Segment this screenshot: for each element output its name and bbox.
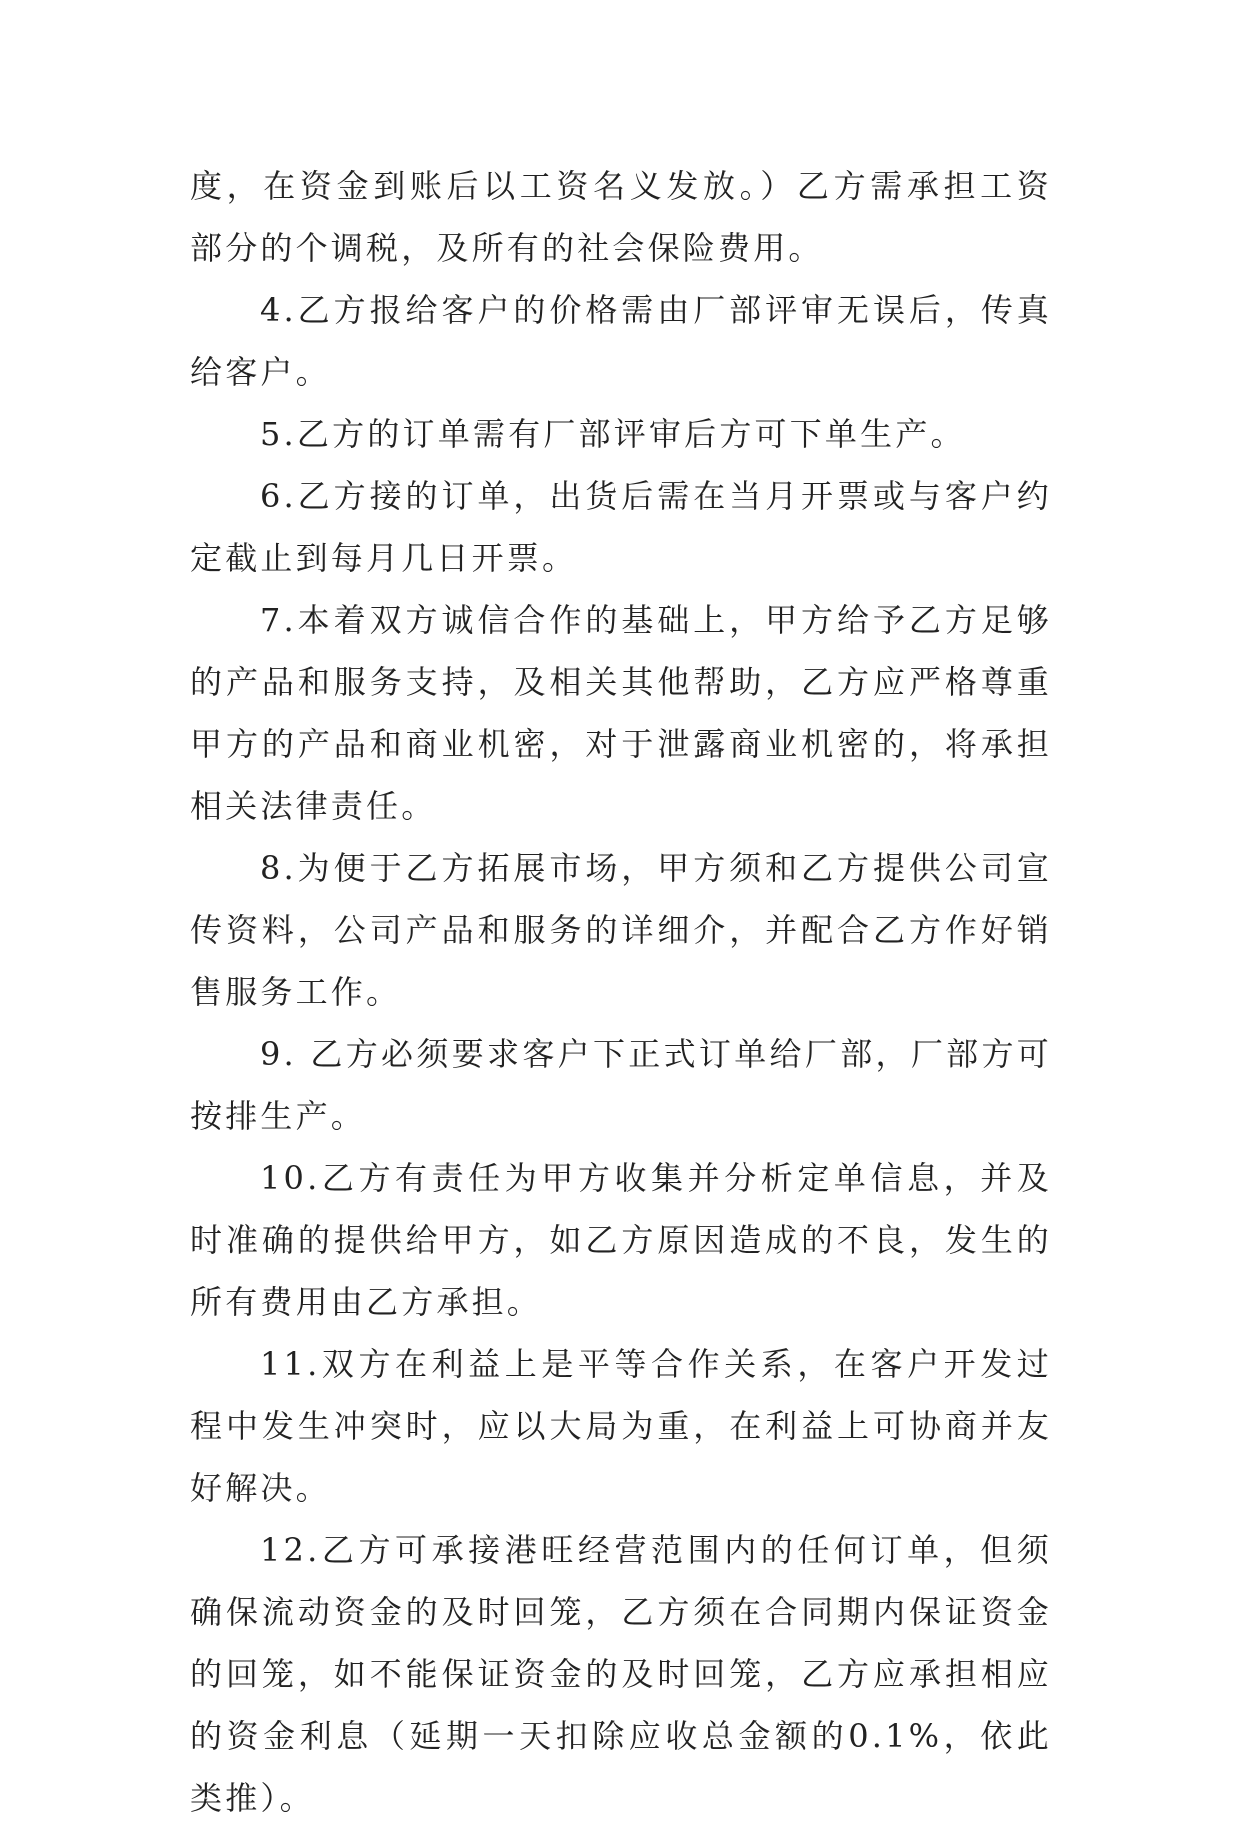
clause-6: 6.乙方接的订单，出货后需在当月开票或与客户约定截止到每月几日开票。 <box>190 477 1052 577</box>
paragraph-continuation: 度，在资金到账后以工资名义发放。）乙方需承担工资部分的个调税，及所有的社会保险费用。 <box>190 167 1052 267</box>
clause-7: 7.本着双方诚信合作的基础上，甲方给予乙方足够的产品和服务支持，及相关其他帮助，乙方应严格尊重甲方的产品和商业机密，对于泄露商业机密的，将承担相关法律责任。 <box>190 601 1052 825</box>
clause-10: 10.乙方有责任为甲方收集并分析定单信息，并及时准确的提供给甲方，如乙方原因造成的不良，发生的所有费用由乙方承担。 <box>190 1159 1052 1321</box>
clause-9: 9. 乙方必须要求客户下正式订单给厂部，厂部方可按排生产。 <box>190 1035 1052 1135</box>
clause-4: 4.乙方报给客户的价格需由厂部评审无误后，传真给客户。 <box>190 291 1052 391</box>
clause-11: 11.双方在利益上是平等合作关系，在客户开发过程中发生冲突时，应以大局为重，在利益上可协商并友好解决。 <box>190 1345 1052 1507</box>
document-page <box>190 155 1052 1829</box>
clause-12: 12.乙方可承接港旺经营范围内的任何订单，但须确保流动资金的及时回笼，乙方须在合同期内保证资金的回笼，如不能保证资金的及时回笼，乙方应承担相应的资金利息（延期一天扣除应收总金额的0.1%，依此类推）。 <box>190 1531 1052 1817</box>
clause-5: 5.乙方的订单需有厂部评审后方可下单生产。 <box>260 415 966 453</box>
clause-8: 8.为便于乙方拓展市场，甲方须和乙方提供公司宣传资料，公司产品和服务的详细介，并配合乙方作好销售服务工作。 <box>190 849 1052 1011</box>
